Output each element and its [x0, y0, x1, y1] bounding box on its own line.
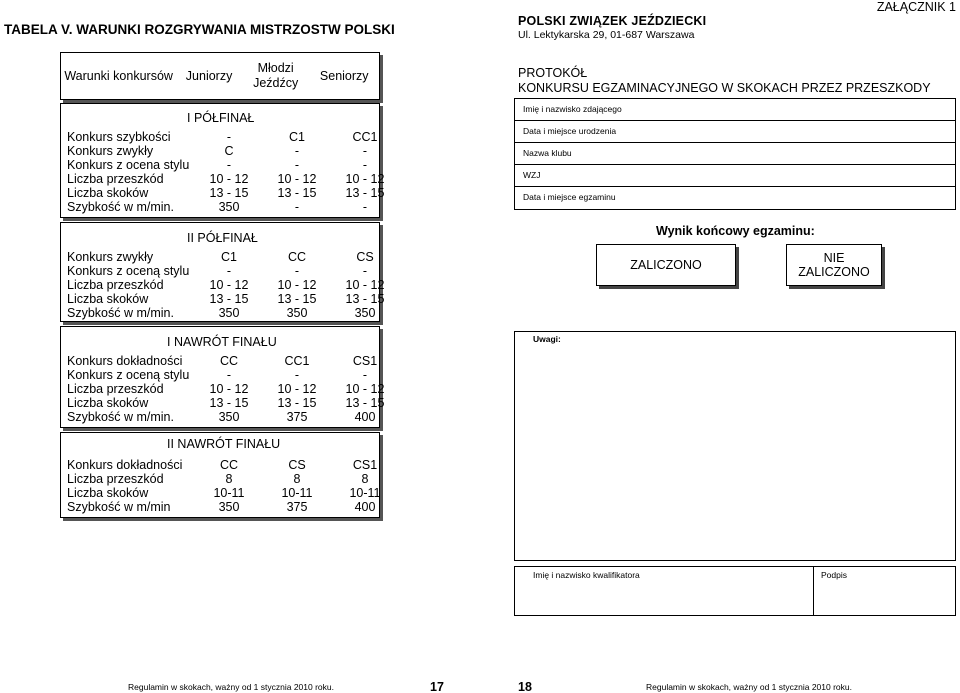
header-conditions: Warunki konkursów [64, 69, 173, 83]
table-row: Liczba przeszkód 10 - 12 10 - 12 10 - 12 [67, 278, 385, 292]
field-wzj[interactable]: WZJ [515, 165, 955, 187]
table-row: Liczba przeszkód 10 - 12 10 - 12 10 - 12 [67, 382, 385, 396]
table-row: Szybkość w m/min. 350 - - [67, 200, 368, 214]
protocol-title: PROTOKÓŁ KONKURSU EGZAMINACYJNEGO W SKOKACH PRZEZ PRZESZKODY [518, 66, 931, 95]
section-final-round-1 [60, 326, 385, 428]
table-row: Konkurs szybkości - C1 CC1 [67, 130, 378, 144]
examiner-name-label: Imię i nazwisko kwalifikatora [533, 570, 640, 580]
remarks-label: Uwagi: [533, 334, 561, 344]
header-juniors: Juniorzy [185, 69, 233, 83]
remarks-box[interactable] [514, 331, 956, 561]
header-seniors: Seniorzy [319, 69, 369, 83]
table-row: Konkurs z oceną stylu - - - [67, 264, 368, 278]
table-column-header [60, 52, 380, 100]
table-row: Liczba skoków 13 - 15 13 - 15 13 - 15 [67, 292, 385, 306]
field-candidate-name[interactable]: Imię i nazwisko zdającego [515, 99, 955, 121]
section-semifinal-2 [60, 222, 385, 322]
section-title: I NAWRÓT FINAŁU [167, 335, 277, 349]
section-title: I PÓŁFINAŁ [187, 111, 255, 125]
page-number-left: 17 [430, 680, 444, 693]
table-row: Liczba przeszkód 8 8 8 [67, 472, 369, 486]
field-club-name[interactable]: Nazwa klubu [515, 143, 955, 165]
section-title: II NAWRÓT FINAŁU [167, 437, 281, 451]
organization-address: Ul. Lektykarska 29, 01-687 Warszawa [518, 29, 695, 41]
attachment-label: ZAŁĄCZNIK 1 [876, 0, 956, 14]
footer-left: Regulamin w skokach, ważny od 1 stycznia 2010 roku. [128, 682, 334, 692]
field-birth-date-place[interactable]: Data i miejsce urodzenia [515, 121, 955, 143]
passed-box[interactable]: ZALICZONO [596, 244, 736, 286]
table-row: Konkurs dokładności CC CS CS1 [67, 458, 378, 472]
table-row: Konkurs zwykły C - - [67, 144, 368, 158]
organization-name: POLSKI ZWIĄZEK JEŹDZIECKI [518, 14, 707, 28]
result-title: Wynik końcowy egzaminu: [656, 224, 815, 238]
table-row: Liczba skoków 13 - 15 13 - 15 13 - 15 [67, 396, 385, 410]
table-row: Konkurs z oceną stylu - - - [67, 368, 368, 382]
table-row: Konkurs dokładności CC CC1 CS1 [67, 354, 378, 368]
failed-box[interactable]: NIE ZALICZONO [786, 244, 882, 286]
signature-label: Podpis [821, 570, 847, 580]
table-row: Konkurs z ocena stylu - - - [67, 158, 368, 172]
table-row: Liczba skoków 13 - 15 13 - 15 13 - 15 [67, 186, 385, 200]
header-young-riders: Młodzi Jeźdźcy [253, 61, 299, 90]
page-number-right: 18 [518, 680, 532, 693]
table-row: Szybkość w m/min. 350 375 400 [67, 410, 376, 424]
table-title: TABELA V. WARUNKI ROZGRYWANIA MISTRZOSTW POLSKI [4, 22, 395, 37]
candidate-form [514, 98, 956, 210]
table-row: Szybkość w m/min 350 375 400 [67, 500, 376, 514]
signature-box [514, 566, 956, 616]
table-row: Szybkość w m/min. 350 350 350 [67, 306, 376, 320]
footer-right: Regulamin w skokach, ważny od 1 stycznia 2010 roku. [646, 682, 852, 692]
table-row: Liczba przeszkód 10 - 12 10 - 12 10 - 12 [67, 172, 385, 186]
table-row: Konkurs zwykły C1 CC CS [67, 250, 374, 264]
section-semifinal-1 [60, 103, 385, 218]
signature-divider [813, 567, 814, 615]
section-final-round-2 [60, 432, 380, 518]
field-exam-date-place[interactable]: Data i miejsce egzaminu [523, 192, 616, 202]
section-title: II PÓŁFINAŁ [187, 231, 258, 245]
table-row: Liczba skoków 10-11 10-11 10-11 [67, 486, 381, 500]
